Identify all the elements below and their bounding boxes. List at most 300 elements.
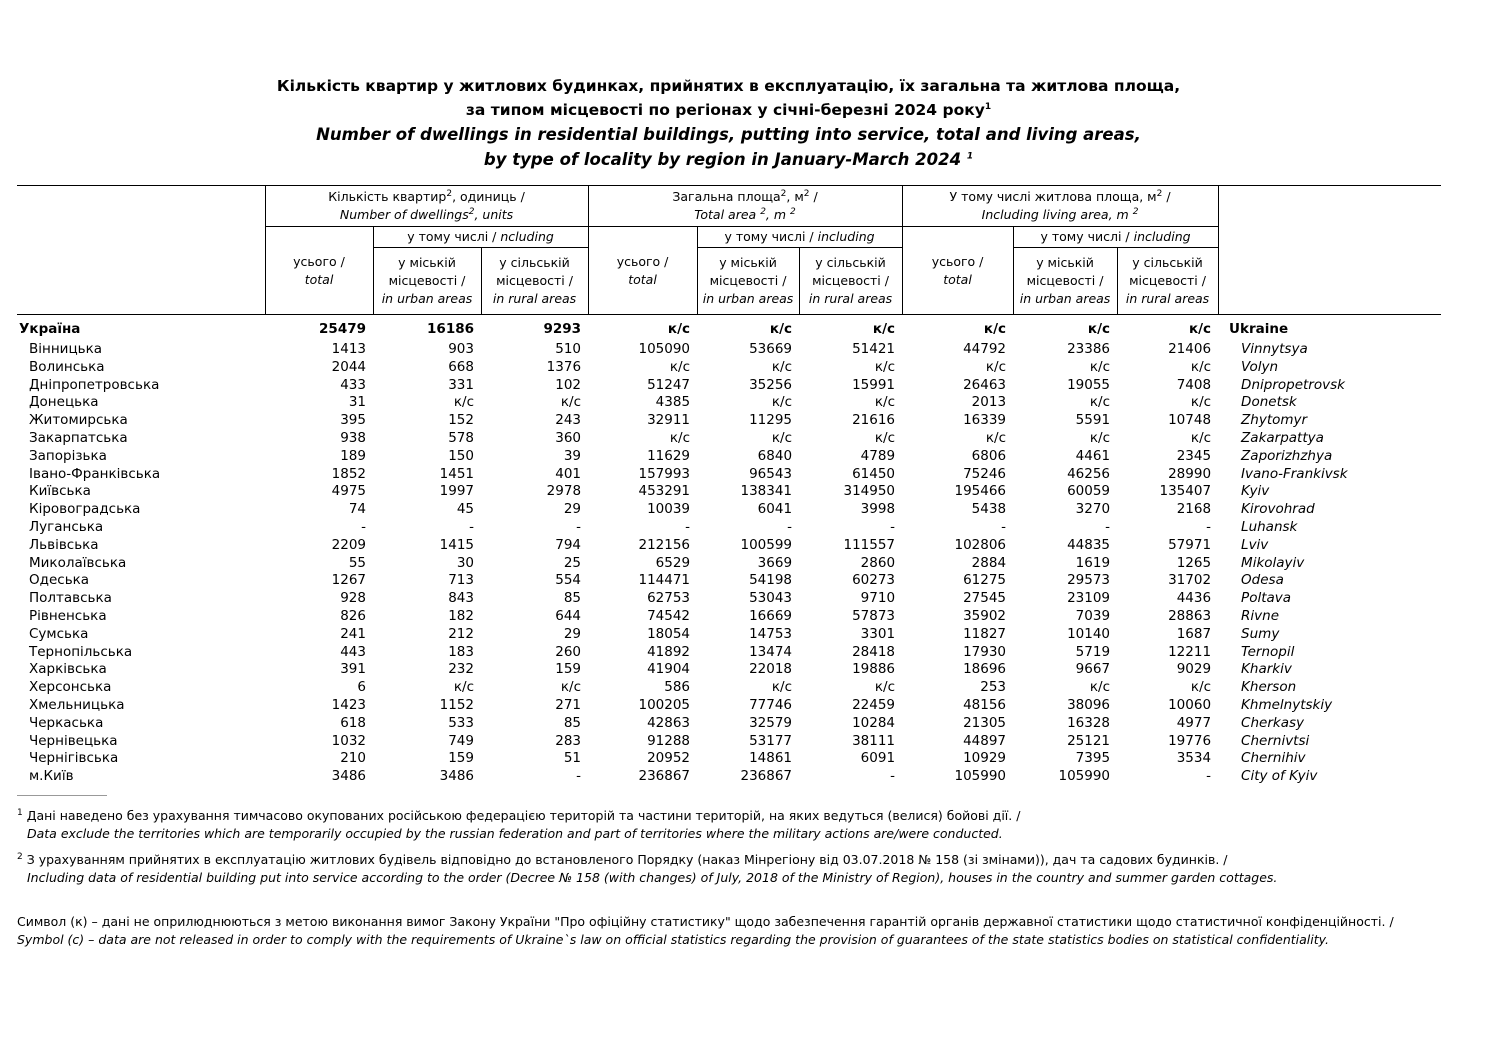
header-tail: , m: [1108, 207, 1129, 222]
title-en-footnote-mark: 1: [966, 151, 974, 162]
table-cell: 35256: [749, 376, 793, 393]
header-total-uk: усього /: [616, 253, 669, 269]
table-cell: 60059: [1067, 483, 1111, 500]
table-cell: 19776: [1168, 732, 1212, 749]
header-including-en: including: [817, 229, 875, 244]
header-including-uk: у тому числі /: [1040, 229, 1130, 244]
title-en-line1: Number of dwellings in residential buildings, putting into service, total and living areas,: [316, 125, 1141, 144]
table-cell: 28863: [1168, 607, 1212, 624]
region-name-en: Volyn: [1241, 358, 1279, 375]
table-cell: 23386: [1067, 341, 1111, 357]
header-corner-right: [1218, 186, 1441, 315]
table-cell: 51421: [852, 341, 896, 357]
table-cell: 57971: [1168, 536, 1212, 553]
region-name-en: Dnipropetrovsk: [1241, 376, 1345, 393]
table-cell: 1032: [331, 732, 366, 749]
table-row: [17, 715, 1441, 733]
table-cell: 157993: [638, 465, 691, 482]
table-cell: 3534: [1176, 750, 1212, 767]
dwellings-table: [17, 185, 1441, 786]
table-cell: 100599: [740, 536, 793, 553]
table-cell: 159: [448, 750, 474, 767]
table-cell: к/с: [453, 679, 474, 696]
table-cell: к/с: [1087, 321, 1111, 337]
table-cell: 10748: [1168, 412, 1212, 429]
header-corner-left: [17, 186, 265, 315]
header-total-area-including: [697, 227, 902, 248]
region-name-uk: Київська: [29, 483, 91, 500]
region-name-en: Kirovohrad: [1241, 501, 1315, 518]
title-en-line2-text: by type of locality by region in January-March 2024: [483, 150, 962, 169]
table-cell: 843: [448, 590, 474, 607]
table-cell: -: [576, 768, 582, 785]
table-cell: 1619: [1075, 554, 1111, 571]
table-cell: 28990: [1168, 465, 1212, 482]
table-cell: 96543: [749, 465, 793, 482]
table-row: [17, 430, 1441, 448]
table-cell: 44897: [963, 732, 1007, 749]
table-cell: 105990: [954, 768, 1007, 785]
table-cell: к/с: [1089, 394, 1111, 411]
table-cell: 1376: [546, 358, 582, 375]
table-cell: 31702: [1168, 572, 1212, 589]
table-cell: 443: [340, 643, 366, 660]
footnote-1-en: Data exclude the territories which are temporarily occupied by the russian federation and part of territories where the military actions are/were conducted.: [27, 826, 1003, 841]
table-cell: 102: [555, 376, 582, 393]
header-living-area-urban: [1013, 248, 1117, 315]
header-rural-en: in rural areas: [808, 291, 893, 306]
header-tail: /: [809, 189, 818, 204]
table-cell: 212156: [638, 536, 691, 553]
table-cell: к/с: [771, 358, 793, 375]
table-row: [17, 394, 1441, 412]
table-cell: 195466: [954, 483, 1007, 500]
table-cell: 57873: [852, 607, 896, 624]
table-cell: 62753: [647, 590, 691, 607]
table-cell: к/с: [771, 679, 793, 696]
table-cell: 20952: [647, 750, 691, 767]
table-cell: 21305: [963, 714, 1007, 731]
header-including-en: ncluding: [500, 229, 554, 244]
table-cell: 243: [555, 412, 582, 429]
region-name-uk: Львівська: [29, 536, 99, 553]
table-cell: 241: [340, 625, 366, 642]
footnote-symbol: [17, 913, 1394, 949]
table-cell: 30: [456, 554, 474, 571]
table-cell: к/с: [872, 321, 896, 337]
table-cell: 17930: [963, 643, 1007, 660]
table-cell: 253: [980, 679, 1007, 696]
region-name-en: Zakarpattya: [1241, 429, 1324, 446]
table-cell: 2044: [331, 358, 366, 375]
table-cell: к/с: [769, 321, 793, 337]
table-row: [17, 555, 1441, 573]
table-row: [17, 626, 1441, 644]
table-row: [17, 733, 1441, 751]
table-cell: 74: [348, 501, 366, 518]
table-cell: 44835: [1067, 536, 1111, 553]
table-cell: 1267: [331, 572, 366, 589]
table-row: [17, 750, 1441, 768]
table-cell: 105090: [638, 341, 691, 357]
table-cell: 135407: [1159, 483, 1212, 500]
header-group-total-area-en: Total area: [694, 207, 757, 222]
document-title: [0, 74, 1457, 172]
header-rural-uk1: у сільській: [815, 255, 886, 270]
header-total-en: total: [628, 271, 657, 287]
region-name-en: Ukraine: [1229, 321, 1289, 337]
footnote-1-mark: 1: [17, 807, 23, 818]
region-name-en: Lviv: [1241, 536, 1269, 553]
table-row-total: [17, 315, 1441, 342]
table-cell: 5438: [971, 501, 1007, 518]
table-cell: 29: [563, 625, 582, 642]
header-urban-uk1: у міській: [1036, 255, 1094, 270]
header-urban-en: in urban areas: [1019, 291, 1111, 306]
table-cell: к/с: [560, 394, 582, 411]
table-cell: 46256: [1067, 465, 1111, 482]
footnote-2-uk: З урахуванням прийнятих в експлуатацію житлових будівель відповідно до встановленого Порядку (наказ Мінрегіону від 03.07.2018 № 158 (зі змінами)), дач та садових будинків. /: [22, 852, 1228, 867]
table-cell: 395: [340, 412, 366, 429]
table-cell: -: [576, 518, 582, 535]
header-sup: 2: [803, 188, 810, 199]
table-cell: к/с: [1190, 394, 1212, 411]
table-row: [17, 644, 1441, 662]
table-cell: 2978: [546, 483, 582, 500]
header-sup: 2: [780, 188, 787, 199]
table-cell: 38111: [852, 732, 896, 749]
table-row: [17, 572, 1441, 590]
header-urban-uk2: місцевості /: [709, 273, 787, 288]
region-name-uk: Рівненська: [29, 607, 107, 624]
table-row: [17, 590, 1441, 608]
table-cell: 433: [340, 376, 366, 393]
table-cell: 1451: [439, 465, 474, 482]
table-row: [17, 501, 1441, 519]
table-cell: 6529: [655, 554, 691, 571]
region-name-en: Mikolayiv: [1241, 554, 1305, 571]
table-cell: 618: [340, 714, 366, 731]
table-cell: -: [1105, 518, 1111, 535]
table-cell: 31: [348, 394, 366, 411]
region-name-uk: Волинська: [29, 358, 105, 375]
table-cell: 4385: [655, 394, 691, 411]
table-cell: 5719: [1075, 643, 1111, 660]
table-cell: 29573: [1067, 572, 1111, 589]
table-cell: к/с: [1089, 429, 1111, 446]
table-cell: 102806: [954, 536, 1007, 553]
table-row: [17, 679, 1441, 697]
table-cell: 314950: [843, 483, 896, 500]
header-group-dwellings-uk: Кількість квартир: [328, 189, 447, 204]
table-cell: 331: [448, 376, 474, 393]
table-cell: 7395: [1075, 750, 1111, 767]
header-total-en: total: [943, 271, 972, 287]
header-tail: , m: [765, 207, 787, 222]
region-name-uk: Одеська: [29, 572, 90, 589]
header-total-uk: усього /: [931, 253, 984, 269]
region-name-en: Zhytomyr: [1241, 412, 1308, 429]
header-rural-uk2: місцевості /: [1129, 273, 1206, 288]
region-name-en: Luhansk: [1241, 518, 1298, 535]
table-cell: 32911: [647, 412, 691, 429]
region-name-uk: Вінницька: [29, 341, 103, 357]
region-name-en: Khmelnytskiy: [1241, 696, 1333, 713]
header-including-en: including: [1133, 229, 1191, 244]
table-cell: к/с: [874, 679, 896, 696]
table-body: [17, 315, 1441, 786]
region-name-en: Kherson: [1241, 679, 1297, 696]
table-cell: 28418: [852, 643, 896, 660]
table-cell: 7408: [1176, 376, 1212, 393]
table-cell: 21406: [1168, 341, 1212, 357]
table-row: [17, 483, 1441, 501]
header-total-en: total: [304, 271, 334, 287]
header-sup: 2: [468, 206, 475, 217]
region-name-en: City of Kyiv: [1241, 768, 1318, 785]
table-cell: 749: [448, 732, 474, 749]
table-cell: 41892: [647, 643, 691, 660]
region-name-en: Kharkiv: [1241, 661, 1292, 678]
header-rural-uk1: у сільській: [1132, 255, 1203, 270]
table-cell: 25479: [319, 321, 366, 337]
table-row: [17, 341, 1441, 359]
title-en-line2: [0, 147, 1457, 172]
table-cell: 19055: [1067, 376, 1111, 393]
table-cell: к/с: [669, 358, 691, 375]
header-living-area-rural: [1117, 248, 1218, 315]
region-name-uk: Кіровоградська: [29, 501, 141, 518]
region-name-uk: Сумська: [29, 625, 89, 642]
footnote-2: [17, 851, 1277, 887]
header-dwellings-including: [373, 227, 588, 248]
table-cell: 554: [555, 572, 582, 589]
table-cell: 32579: [749, 714, 793, 731]
title-uk-line2: [0, 98, 1457, 122]
table-cell: 11827: [963, 625, 1007, 642]
region-name-uk: Полтавська: [29, 590, 112, 607]
table-cell: 9667: [1075, 661, 1111, 678]
region-name-uk: Херсонська: [29, 679, 112, 696]
table-cell: 26463: [963, 376, 1007, 393]
table-cell: 111557: [843, 536, 896, 553]
table-cell: 4436: [1176, 590, 1212, 607]
table-cell: 105990: [1058, 768, 1111, 785]
table-cell: 1852: [331, 465, 366, 482]
table-cell: к/с: [1089, 358, 1111, 375]
table-cell: 159: [555, 661, 582, 678]
table-cell: 10060: [1168, 696, 1212, 713]
table-cell: 510: [555, 341, 582, 357]
table-cell: 51: [563, 750, 582, 767]
region-name-uk: Україна: [19, 321, 81, 337]
header-group-living-area-en: Including living area: [981, 207, 1109, 222]
table-cell: 27545: [963, 590, 1007, 607]
header-rural-uk1: у сільській: [499, 255, 570, 270]
table-header: [17, 186, 1441, 315]
table-cell: 48156: [963, 696, 1007, 713]
table-cell: 53043: [749, 590, 793, 607]
table-cell: 25: [563, 554, 582, 571]
table-cell: 668: [448, 358, 474, 375]
table-cell: к/с: [1190, 429, 1212, 446]
table-cell: 1423: [331, 696, 366, 713]
table-cell: 232: [448, 661, 474, 678]
region-name-en: Ivano-Frankivsk: [1241, 465, 1348, 482]
header-urban-uk1: у міській: [398, 255, 456, 270]
table-cell: -: [1206, 768, 1212, 785]
table-cell: 29: [563, 501, 582, 518]
table-cell: 2013: [971, 394, 1007, 411]
header-sup: 2: [1156, 188, 1163, 199]
table-cell: 138341: [740, 483, 793, 500]
region-name-uk: Луганська: [29, 518, 104, 535]
table-cell: 150: [448, 447, 474, 464]
table-cell: к/с: [985, 358, 1007, 375]
header-group-dwellings-en-tail: , units: [474, 207, 514, 222]
region-name-uk: м.Київ: [29, 768, 74, 785]
footnote-2-mark: 2: [17, 851, 23, 862]
table-cell: 53669: [749, 341, 793, 357]
table-cell: 6840: [757, 447, 793, 464]
header-group-living-area-uk: У тому числі житлова площа, м: [949, 189, 1157, 204]
table-cell: -: [787, 518, 793, 535]
table-cell: 18054: [647, 625, 691, 642]
table-cell: 22018: [749, 661, 793, 678]
table-cell: 3998: [860, 501, 896, 518]
table-cell: 182: [448, 607, 474, 624]
table-cell: 2884: [971, 554, 1007, 571]
table-cell: 3669: [757, 554, 793, 571]
table-cell: к/с: [771, 394, 793, 411]
table-cell: к/с: [874, 429, 896, 446]
region-name-en: Poltava: [1241, 590, 1292, 607]
table-cell: 3301: [860, 625, 896, 642]
region-name-uk: Тернопільська: [29, 643, 133, 660]
table-cell: 260: [555, 643, 582, 660]
table-cell: к/с: [1188, 321, 1212, 337]
region-name-en: Odesa: [1241, 572, 1284, 589]
title-uk-line2-text: за типом місцевості по регіонах у січні-березні 2024 року: [465, 101, 985, 119]
region-name-uk: Чернівецька: [29, 732, 118, 749]
table-cell: 10039: [647, 501, 691, 518]
table-cell: 14753: [749, 625, 793, 642]
table-cell: 6041: [757, 501, 793, 518]
table-cell: 2345: [1176, 447, 1212, 464]
header-urban-uk1: у міській: [719, 255, 777, 270]
table-cell: 391: [340, 661, 366, 678]
table-cell: -: [1206, 518, 1212, 535]
table-cell: 1152: [439, 696, 474, 713]
table-cell: 10140: [1067, 625, 1111, 642]
table-cell: 16339: [963, 412, 1007, 429]
table-cell: 54198: [749, 572, 793, 589]
table-cell: 578: [448, 429, 474, 446]
table-cell: 41904: [647, 661, 691, 678]
header-dwellings-total: [265, 227, 373, 315]
table-cell: 16328: [1067, 714, 1111, 731]
table-cell: к/с: [453, 394, 474, 411]
table-cell: 10284: [852, 714, 896, 731]
table-cell: 53177: [749, 732, 793, 749]
table-cell: 16669: [749, 607, 793, 624]
region-name-uk: Дніпропетровська: [29, 376, 160, 393]
table-row: [17, 448, 1441, 466]
table-cell: 85: [563, 714, 582, 731]
table-cell: 152: [448, 412, 474, 429]
region-name-en: Sumy: [1241, 625, 1280, 642]
table-cell: 189: [340, 447, 366, 464]
table-cell: -: [361, 518, 366, 535]
table-row: [17, 768, 1441, 786]
header-urban-uk2: місцевості /: [1026, 273, 1104, 288]
table-row: [17, 519, 1441, 537]
header-tail: /: [1162, 189, 1171, 204]
table-cell: 3270: [1075, 501, 1111, 518]
table-cell: к/с: [1190, 358, 1212, 375]
table-row: [17, 412, 1441, 430]
table-cell: 1265: [1176, 554, 1212, 571]
table-cell: к/с: [874, 358, 896, 375]
table-cell: 903: [448, 341, 474, 357]
table-cell: 22459: [852, 696, 896, 713]
table-cell: 5591: [1075, 412, 1111, 429]
table-cell: 6: [357, 679, 366, 696]
header-rural-uk2: місцевості /: [812, 273, 889, 288]
table-cell: 39: [563, 447, 582, 464]
table-cell: 3486: [439, 768, 474, 785]
header-sup: 2: [760, 206, 766, 217]
table-cell: к/с: [983, 321, 1007, 337]
header-total-area-total: [588, 227, 697, 315]
table-cell: 85: [563, 590, 582, 607]
table-cell: 1687: [1176, 625, 1212, 642]
table-cell: 183: [448, 643, 474, 660]
table-cell: 533: [448, 714, 474, 731]
table-cell: 4461: [1075, 447, 1111, 464]
header-living-area-including: [1013, 227, 1218, 248]
table-cell: к/с: [669, 429, 691, 446]
table-cell: 100205: [638, 696, 691, 713]
table-cell: 77746: [749, 696, 793, 713]
table-cell: 9710: [860, 590, 896, 607]
header-group-total-area: [588, 186, 902, 227]
table-cell: -: [685, 518, 691, 535]
header-group-dwellings-en: Number of dwellings: [339, 207, 469, 222]
table-cell: 38096: [1067, 696, 1111, 713]
table-cell: 6806: [971, 447, 1007, 464]
table-cell: 210: [340, 750, 366, 767]
table-cell: 236867: [740, 768, 793, 785]
table-cell: к/с: [874, 394, 896, 411]
table-cell: 4789: [860, 447, 896, 464]
table-cell: 60273: [852, 572, 896, 589]
table-cell: 91288: [647, 732, 691, 749]
table-cell: 794: [555, 536, 582, 553]
region-name-uk: Чернігівська: [29, 750, 119, 767]
header-including-uk: у тому числі /: [407, 229, 497, 244]
table-cell: 11295: [749, 412, 793, 429]
region-name-en: Rivne: [1241, 607, 1280, 624]
table-cell: 11629: [647, 447, 691, 464]
table-cell: 1997: [439, 483, 474, 500]
footnote-2-en: Including data of residential building put into service according to the order (Decree № 158 (with changes) of July, 2018 of the Ministry of Region), houses in the country and summer garden cottages.: [27, 870, 1278, 885]
header-sup: 2: [1132, 206, 1139, 217]
region-name-uk: Донецька: [29, 394, 99, 411]
table-row: [17, 466, 1441, 484]
footnote-symbol-en: Symbol (c) – data are not released in order to comply with the requirements of Ukraine`s law on official statistics regarding the provision of guarantees of the state statistics bodies on statistical confidentiality.: [17, 932, 1330, 947]
header-rural-en: in rural areas: [492, 291, 577, 306]
